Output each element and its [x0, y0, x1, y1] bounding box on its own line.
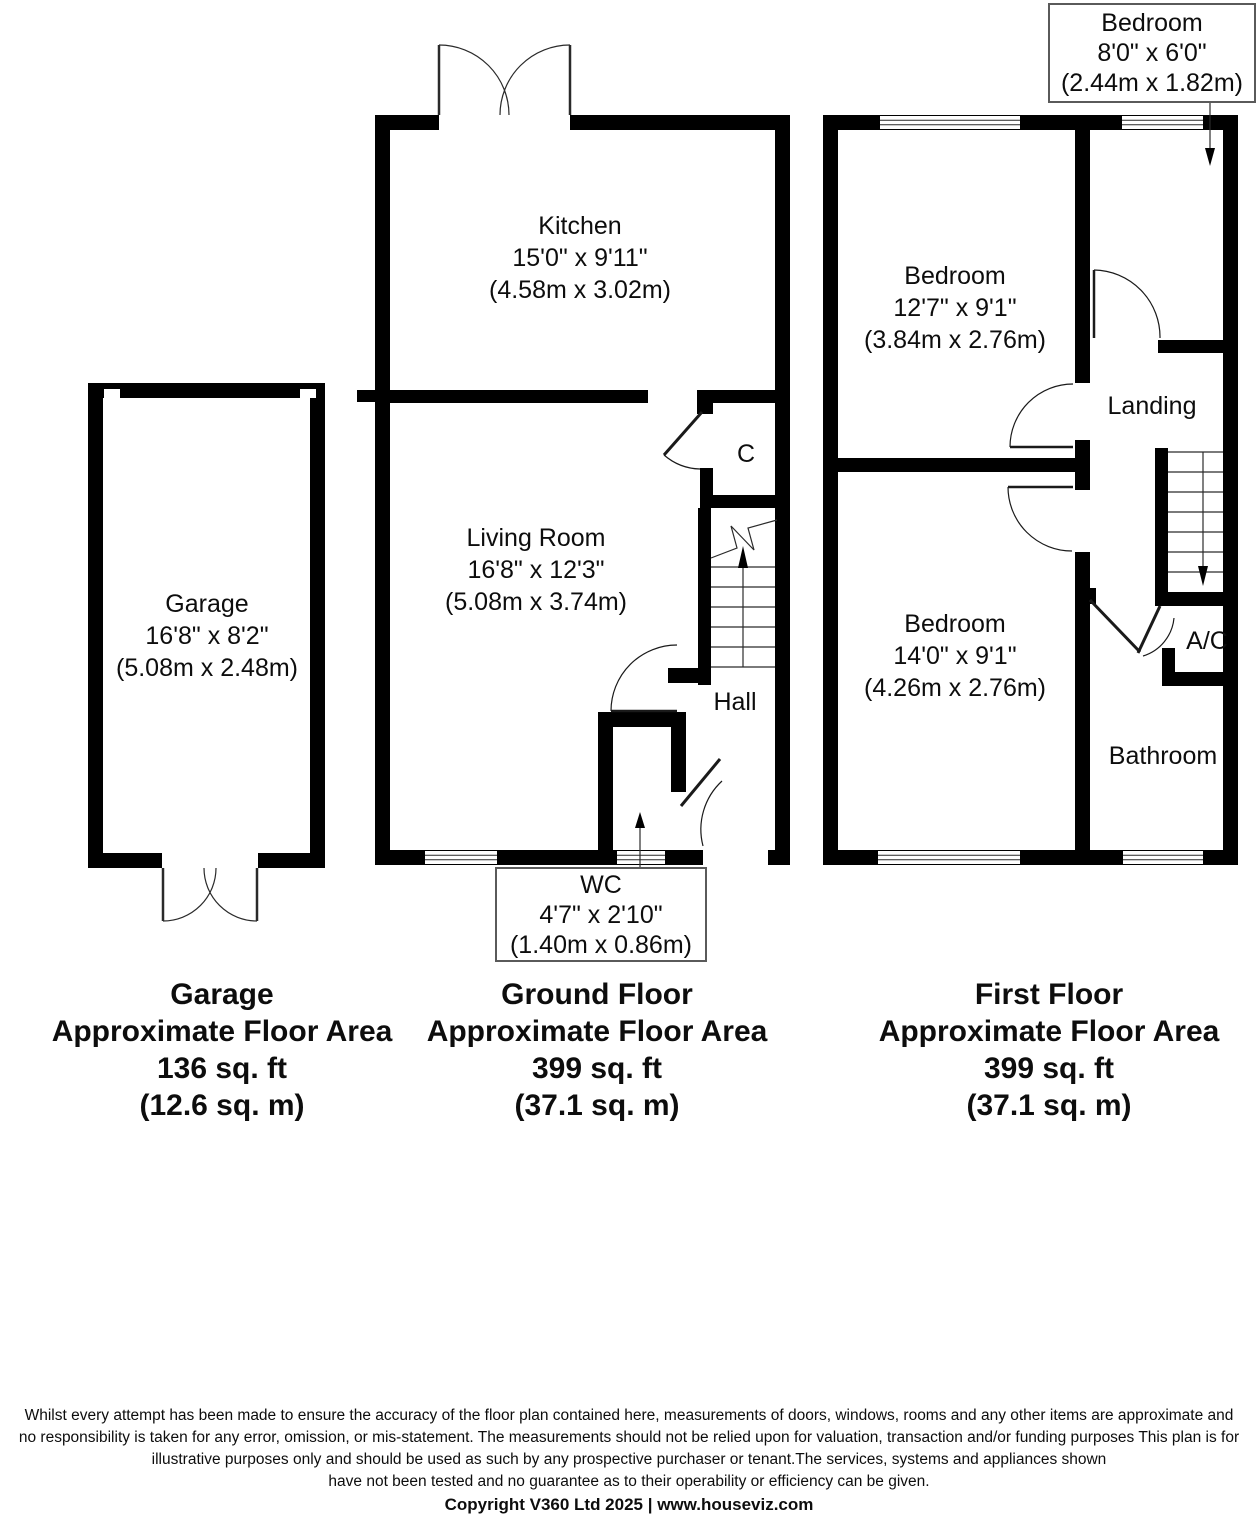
room-dims-metric: (1.40m x 0.86m) [509, 930, 692, 959]
room-dims-metric: (4.26m x 2.76m) [863, 674, 1047, 702]
down-arrow-icon [1205, 148, 1215, 166]
garage-door [163, 868, 257, 921]
room-dims-metric: (3.84m x 2.76m) [863, 326, 1047, 354]
front-door [681, 759, 722, 846]
room-name: Living Room [466, 524, 606, 552]
room-dims-imperial: 16'8" x 8'2" [145, 622, 269, 650]
room-dims-metric: (5.08m x 3.74m) [444, 588, 628, 616]
room-label-garage [116, 588, 298, 684]
caption-area-ft: 399 sq. ft [983, 1052, 1115, 1085]
room-name: Bedroom [1101, 9, 1203, 37]
bathroom-and-ac-doors [1090, 600, 1174, 656]
room-name: Garage [165, 590, 249, 618]
small-bedroom-label-box [1048, 3, 1256, 103]
kitchen-french-doors [439, 45, 570, 115]
small-bedroom-door [1094, 270, 1160, 338]
room-dims-imperial: 12'7" x 9'1" [893, 294, 1017, 322]
stairs-up-arrow-icon [738, 546, 748, 568]
caption-area-m: (12.6 sq. m) [139, 1089, 305, 1122]
disclaimer-line: Whilst every attempt has been made to ensure the accuracy of the floor plan contained here, measurements of doors, windows, rooms and any other items are approximate and [24, 1407, 1234, 1424]
room-label-hall [713, 686, 756, 718]
room-dims-metric: (4.58m x 3.02m) [488, 276, 672, 304]
back-bedroom-door [1008, 487, 1073, 551]
caption-area-ft: 399 sq. ft [531, 1052, 663, 1085]
first-floor-stairs [1168, 452, 1223, 586]
caption-subtitle: Approximate Floor Area [51, 1015, 393, 1048]
room-name: Kitchen [538, 212, 622, 240]
caption-title: Garage [170, 978, 274, 1011]
caption-subtitle: Approximate Floor Area [426, 1015, 768, 1048]
closet-door [664, 412, 702, 469]
room-dims-imperial: 16'8" x 12'3" [467, 556, 605, 584]
hall-door [611, 645, 677, 711]
room-label-bathroom [1109, 740, 1217, 772]
stairs-down-arrow-icon [1198, 566, 1208, 586]
room-name: Hall [713, 688, 757, 716]
room-name: Bathroom [1108, 742, 1218, 770]
caption-title: Ground Floor [501, 978, 693, 1011]
ground-floor-plan [357, 45, 790, 868]
caption-area-m: (37.1 sq. m) [514, 1089, 680, 1122]
small-bedroom-pointer-arrow [1205, 103, 1215, 166]
caption-title: First Floor [974, 978, 1124, 1011]
room-name: A/C [1186, 627, 1228, 655]
wc-label-box [495, 867, 707, 962]
room-name: C [736, 440, 756, 468]
ground-floor-stairs [711, 520, 777, 667]
room-dims-imperial: 14'0" x 9'1" [893, 642, 1017, 670]
disclaimer-line: illustrative purposes only and should be used as such by any prospective purchaser or tenant.The services, systems and appliances shown [151, 1451, 1107, 1468]
room-dims-metric: (5.08m x 2.48m) [115, 654, 299, 682]
room-label-living-room [445, 522, 627, 618]
room-dims-metric: (2.44m x 1.82m) [1060, 69, 1243, 97]
caption-first-floor [879, 976, 1220, 1124]
caption-area-m: (37.1 sq. m) [966, 1089, 1132, 1122]
room-label-kitchen [489, 210, 671, 306]
room-label-bedroom-front [864, 260, 1046, 356]
room-dims-imperial: 4'7" x 2'10" [539, 900, 663, 929]
up-arrow-icon [635, 812, 645, 828]
room-label-ac [1186, 625, 1228, 657]
room-name: Bedroom [904, 262, 1006, 290]
room-label-landing [1108, 390, 1197, 422]
caption-garage [52, 976, 393, 1124]
room-name: WC [580, 870, 622, 899]
caption-subtitle: Approximate Floor Area [878, 1015, 1220, 1048]
room-name: Landing [1107, 392, 1197, 420]
room-name: Bedroom [904, 610, 1006, 638]
room-dims-imperial: 8'0" x 6'0" [1097, 39, 1207, 67]
room-label-closet [737, 438, 755, 470]
disclaimer [0, 1405, 1258, 1517]
front-bedroom-door [1010, 384, 1073, 447]
caption-area-ft: 136 sq. ft [156, 1052, 288, 1085]
disclaimer-line: have not been tested and no guarantee as to their operability or efficiency can be given. [328, 1473, 930, 1490]
disclaimer-line: no responsibility is taken for any error, omission, or mis-statement. The measurements should not be relied upon for valuation, transaction and/or funding purposes This plan is for [18, 1429, 1240, 1446]
room-label-bedroom-back [864, 608, 1046, 704]
room-dims-imperial: 15'0" x 9'11" [512, 244, 648, 272]
caption-ground-floor [427, 976, 768, 1124]
copyright-line: Copyright V360 Ltd 2025 | www.houseviz.com [444, 1495, 814, 1514]
